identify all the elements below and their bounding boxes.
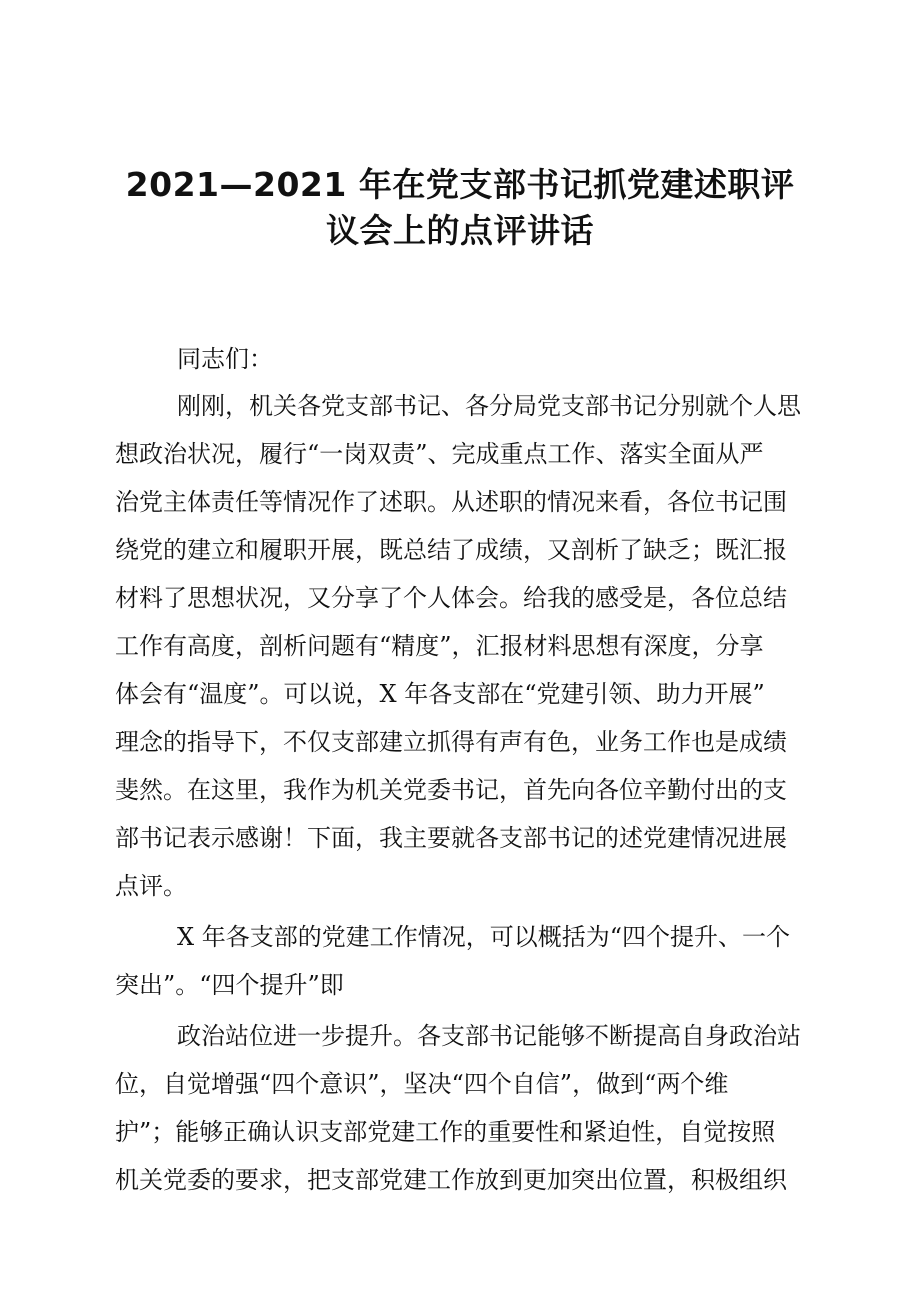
paragraph-line: 政治站位进一步提升。各支部书记能够不断提高自身政治站: [177, 1022, 801, 1050]
paragraph-line: 治党主体责任等情况作了述职。从述职的情况来看，各位书记围: [115, 488, 787, 516]
paragraph-line: 位，自觉增强“四个意识”，坚决“四个自信”，做到“两个维: [115, 1070, 729, 1098]
document-title-line-2: 议会上的点评讲话: [326, 211, 594, 250]
paragraph-line: 理念的指导下，不仅支部建立抓得有声有色，业务工作也是成绩: [115, 728, 787, 756]
paragraph-line: 材料了思想状况，又分享了个人体会。给我的感受是，各位总结: [115, 584, 787, 612]
paragraph-line: 护”；能够正确认识支部党建工作的重要性和紧迫性，自觉按照: [115, 1118, 776, 1146]
paragraph-line: 工作有高度，剖析问题有“精度”，汇报材料思想有深度，分享: [115, 632, 764, 660]
paragraph-line: 刚刚，机关各党支部书记、各分局党支部书记分别就个人思: [177, 392, 801, 420]
paragraph-line: 机关党委的要求，把支部党建工作放到更加突出位置，积极组织: [115, 1166, 787, 1194]
paragraph-line: 体会有“温度”。可以说，X 年各支部在“党建引领、助力开展”: [115, 680, 765, 708]
paragraph-line: 绕党的建立和履职开展，既总结了成绩，又剖析了缺乏；既汇报: [115, 536, 787, 564]
paragraph-line: 想政治状况，履行“一岗双责”、完成重点工作、落实全面从严: [115, 440, 764, 468]
paragraph-line: 点评。: [115, 872, 187, 900]
paragraph-line: 部书记表示感谢！下面，我主要就各支部书记的述党建情况进展: [115, 824, 787, 852]
paragraph-line: 突出”。“四个提升”即: [115, 971, 344, 999]
paragraph-line: 同志们：: [177, 345, 273, 373]
paragraph-line: 斐然。在这里，我作为机关党委书记，首先向各位辛勤付出的支: [115, 776, 787, 804]
document-title-line-1: 2021—2021 年在党支部书记抓党建述职评: [125, 165, 795, 204]
paragraph-line: X 年各支部的党建工作情况，可以概括为“四个提升、一个: [177, 923, 790, 951]
